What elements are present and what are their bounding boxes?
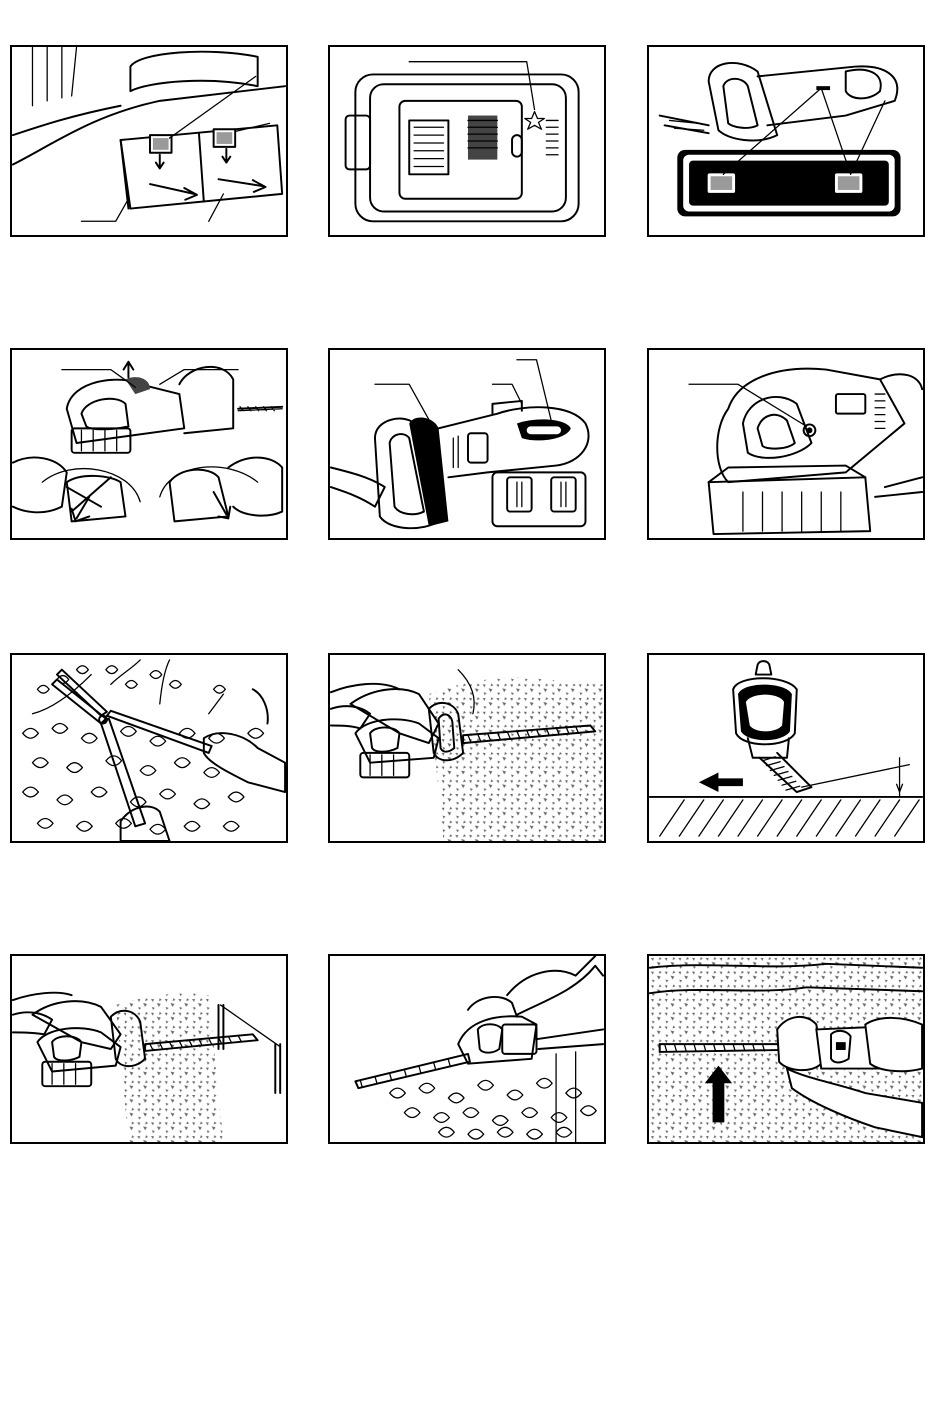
hand-shears-icon <box>12 655 286 841</box>
trimming-hedge-top-icon <box>330 956 604 1142</box>
battery-star-icon <box>330 47 604 235</box>
figure-6-lock-lever <box>647 348 925 540</box>
figure-8-trimming-side <box>328 653 606 843</box>
figure-9-blade-angle <box>647 653 925 843</box>
string-guide-icon <box>12 956 286 1142</box>
figure-3-indicator-lamps <box>647 45 925 237</box>
figure-7-hand-shears <box>10 653 288 843</box>
figure-5-handles <box>328 348 606 540</box>
figure-10-string-guide <box>10 954 288 1144</box>
figure-4-rotating-handle <box>10 348 288 540</box>
upward-cut-icon <box>649 956 923 1142</box>
blade-angle-ground-icon <box>649 655 923 841</box>
rotating-handle-icon <box>12 350 286 538</box>
figure-11-trimming-top <box>328 954 606 1144</box>
trimming-hedge-side-icon <box>330 655 604 841</box>
battery-removal-icon <box>12 47 286 235</box>
indicator-lamps-icon <box>649 47 923 235</box>
front-rear-handles-icon <box>330 350 604 538</box>
figure-1-battery-removal <box>10 45 288 237</box>
figure-2-battery-bottom <box>328 45 606 237</box>
figure-12-upward-cut <box>647 954 925 1144</box>
lock-lever-icon <box>649 350 923 538</box>
